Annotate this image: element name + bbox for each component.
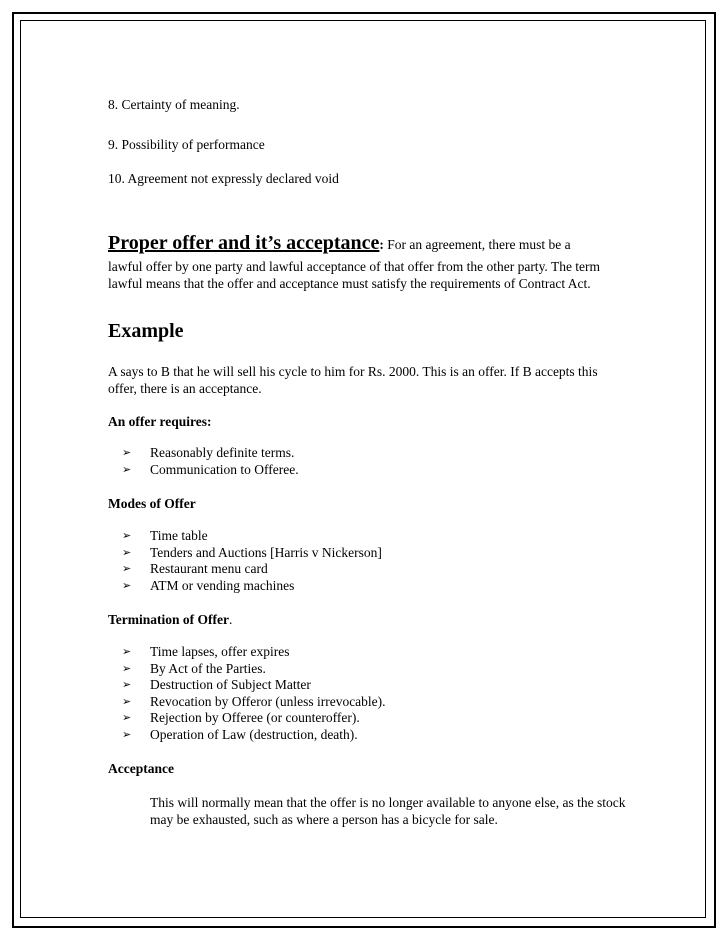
list-item-10: 10. Agreement not expressly declared void (108, 171, 339, 186)
offer-requires-heading: An offer requires: (108, 414, 212, 429)
list-item: ➢ Communication to Offeree. (122, 461, 299, 477)
arrow-bullet-icon: ➢ (122, 447, 132, 459)
list-item: ➢ By Act of the Parties. (122, 660, 266, 676)
termination-heading-line (108, 612, 232, 629)
arrow-bullet-icon: ➢ (122, 530, 132, 542)
proper-offer-lead: For an agreement, there must be a (383, 237, 571, 252)
example-body: A says to B that he will sell his cycle to him for Rs. 2000. This is an offer. If B accepts this offer, there is an acceptance. (108, 364, 598, 396)
modes-of-offer-heading: Modes of Offer (108, 496, 196, 511)
arrow-bullet-icon: ➢ (122, 579, 132, 592)
list-item-8: 8. Certainty of meaning. (108, 97, 240, 112)
modes-of-offer-list (122, 528, 382, 594)
acceptance-body: This will normally mean that the offer is no longer available to anyone else, as the stock may be exhausted, such as where a person has a bicycle for sale. (150, 795, 626, 827)
list-item: ➢ Revocation by Offeror (unless irrevocable). (122, 693, 386, 709)
list-item: ➢ Reasonably definite terms. (122, 445, 295, 460)
acceptance-heading: Acceptance (108, 761, 174, 776)
arrow-bullet-icon: ➢ (122, 546, 132, 559)
proper-offer-colon: : (379, 237, 384, 252)
termination-heading: Termination of Offer (108, 612, 229, 627)
list-item: ➢ Operation of Law (destruction, death). (122, 726, 358, 742)
list-item: ➢ Restaurant menu card (122, 561, 268, 576)
example-heading: Example (108, 320, 184, 342)
arrow-bullet-icon: ➢ (122, 695, 132, 708)
arrow-bullet-icon: ➢ (122, 679, 132, 691)
arrow-bullet-icon: ➢ (122, 662, 132, 675)
arrow-bullet-icon: ➢ (122, 712, 132, 724)
list-item: ➢ Destruction of Subject Matter (122, 677, 311, 692)
list-item: ➢ Time table (122, 528, 208, 543)
proper-offer-heading: Proper offer and it’s acceptance (108, 232, 380, 254)
termination-list (122, 644, 386, 743)
arrow-bullet-icon: ➢ (122, 563, 132, 575)
arrow-bullet-icon: ➢ (122, 728, 132, 741)
list-item: ➢ Time lapses, offer expires (122, 644, 290, 659)
arrow-bullet-icon: ➢ (122, 646, 132, 658)
arrow-bullet-icon: ➢ (122, 463, 132, 476)
proper-offer-body: lawful offer by one party and lawful acceptance of that offer from the other party. The term lawful means that the offer and acceptance must satisfy the requirements of Contract Act. (108, 259, 601, 291)
list-item: ➢ Rejection by Offeree (or counteroffer). (122, 710, 360, 725)
proper-offer-section (108, 232, 628, 254)
list-item-9: 9. Possibility of performance (108, 137, 265, 152)
offer-requires-list (122, 445, 299, 478)
list-item: ➢ ATM or vending machines (122, 577, 295, 593)
termination-period: . (228, 612, 233, 627)
list-item: ➢ Tenders and Auctions [Harris v Nickerson] (122, 544, 382, 560)
